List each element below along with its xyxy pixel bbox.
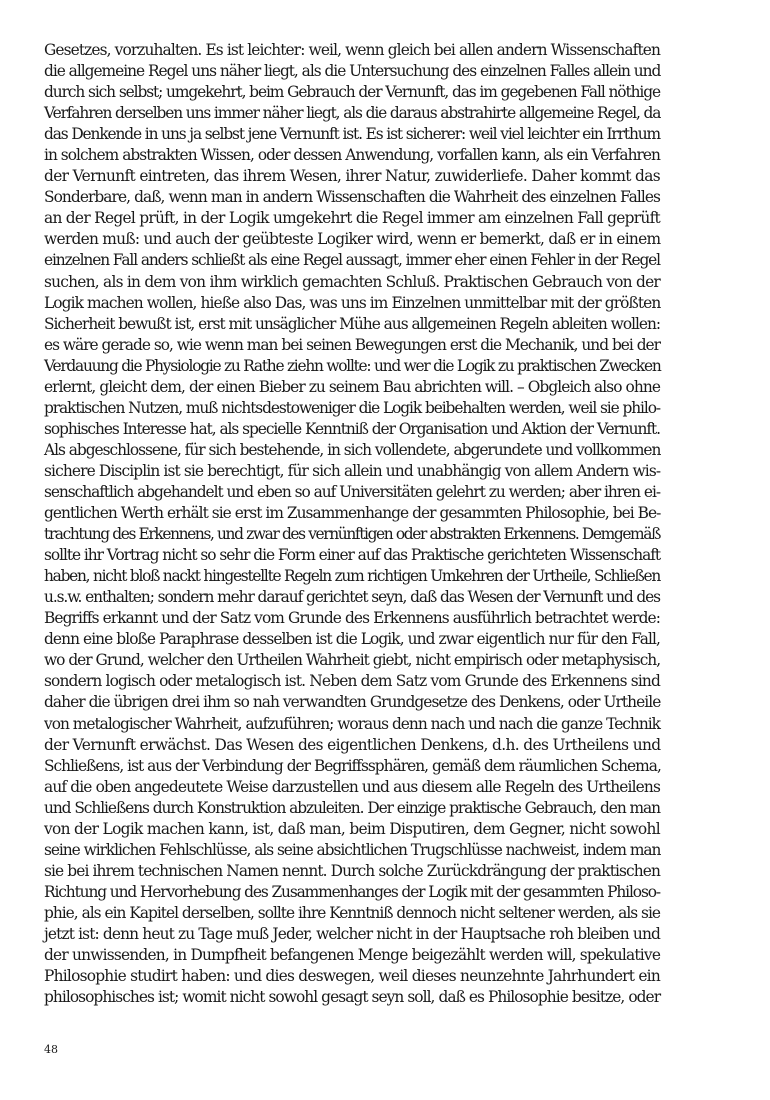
text-line: seine wirklichen Fehlschlüsse, als seine absichtlichen Trugschlüsse nachweist, indem man (44, 840, 661, 859)
text-line: Logik machen wollen, hieße also Das, was uns im Einzelnen unmittelbar mit der größten (44, 293, 661, 312)
text-line: von der Logik machen kann, ist, daß man, beim Disputiren, dem Gegner, nicht sowohl (44, 819, 660, 838)
text-line: der Vernunft erwächst. Das Wesen des eigentlichen Denkens, d.h. des Urtheilens und (44, 735, 661, 754)
text-line: u.s.w. enthalten; sondern mehr darauf gerichtet seyn, daß das Wesen der Vernunft und des (44, 588, 660, 607)
body-text (44, 40, 660, 1008)
text-line: der unwissenden, in Dumpfheit befangenen Menge beigezählt werden will, spekulative (44, 946, 661, 965)
text-line: wo der Grund, welcher den Urtheilen Wahrheit giebt, nicht empirisch oder metaphysisch, (44, 651, 661, 670)
text-line: sondern logisch oder metalogisch ist. Neben dem Satz vom Grunde des Erkennens sind (44, 672, 660, 691)
text-line: Sonderbare, daß, wenn man in andern Wissenschaften die Wahrheit des einzelnen Falles (44, 188, 660, 207)
text-line: philosophisches ist; womit nicht sowohl gesagt seyn soll, daß es Philosophie besitze, oder (44, 988, 661, 1007)
text-line: es wäre gerade so, wie wenn man bei seinen Bewegungen erst die Mechanik, und bei der (44, 335, 660, 354)
text-line: haben, nicht bloß nackt hingestellte Regeln zum richtigen Umkehren der Urtheile, Schließen (44, 567, 660, 586)
text-line: gentlichen Werth erhält sie erst im Zusammenhange der gesammten Philosophie, bei Be- (44, 504, 661, 523)
text-line: erlernt, gleicht dem, der einen Bieber zu seinem Bau abrichten will. – Obgleich also ohne (44, 377, 661, 396)
text-line: das Denkende in uns ja selbst jene Vernunft ist. Es ist sicherer: weil viel leichter ein Irrthum (44, 125, 660, 144)
text-line: und Schließens durch Konstruktion abzuleiten. Der einzige praktische Gebrauch, den man (44, 798, 660, 817)
text-line: von metalogischer Wahrheit, aufzuführen; woraus denn nach und nach die ganze Technik (44, 714, 660, 733)
text-line: trachtung des Erkennens, und zwar des vernünftigen oder abstrakten Erkennens. Demgemäß (44, 525, 660, 544)
text-line: auf die oben angedeutete Weise darzustellen und aus diesem alle Regeln des Urtheilens (44, 777, 660, 796)
text-line: denn eine bloße Paraphrase desselben ist die Logik, und zwar eigentlich nur für den Fall, (44, 630, 660, 649)
text-line: phie, als ein Kapitel derselben, sollte ihre Kenntniß dennoch nicht seltener werden, als sie (44, 903, 660, 922)
text-line: praktischen Nutzen, muß nichtsdestoweniger die Logik beibehalten werden, weil sie philo- (44, 398, 660, 417)
text-line: Begriffs erkannt und der Satz vom Grunde des Erkennens ausführlich betrachtet werde: (44, 609, 660, 628)
text-line: sophisches Interesse hat, als specielle Kenntniß der Organisation und Aktion der Vernunft. (44, 419, 660, 438)
text-line: die allgemeine Regel uns näher liegt, als die Untersuchung des einzelnen Falles allein und (44, 62, 661, 81)
text-line: an der Regel prüft, in der Logik umgekehrt die Regel immer am einzelnen Fall geprüft (44, 209, 660, 228)
text-line: Verfahren derselben uns immer näher liegt, als die daraus abstrahirte allgemeine Regel, da (44, 104, 661, 123)
text-line: Gesetzes, vorzuhalten. Es ist leichter: weil, wenn gleich bei allen andern Wissenschaften (44, 41, 660, 59)
text-line: Richtung und Hervorhebung des Zusammenhanges der Logik mit der gesammten Philoso- (44, 882, 660, 901)
text-line: Verdauung die Physiologie zu Rathe ziehn wollte: und wer die Logik zu praktischen Zwecken (44, 356, 661, 375)
text-line: Schließens, ist aus der Verbindung der Begriffssphären, gemäß dem räumlichen Schema, (44, 756, 661, 775)
text-line: Philosophie studirt haben: und dies deswegen, weil dieses neunzehnte Jahrhundert ein (44, 967, 660, 986)
text-line: sichere Disciplin ist sie berechtigt, für sich allein und unabhängig von allem Andern wis- (44, 461, 661, 480)
text-line: der Vernunft eintreten, das ihrem Wesen, ihrer Natur, zuwiderliefe. Daher kommt das (44, 167, 660, 186)
text-line: sie bei ihrem technischen Namen nennt. Durch solche Zurückdrängung der praktischen (44, 861, 661, 880)
text-line: suchen, als in dem von ihm wirklich gemachten Schluß. Praktischen Gebrauch von der (44, 272, 660, 291)
text-line: in solchem abstrakten Wissen, oder dessen Anwendung, vorfallen kann, als ein Verfahren (44, 146, 660, 165)
text-line: einzelnen Fall anders schließt als eine Regel aussagt, immer eher einen Fehler in der Regel (44, 251, 660, 270)
text-line: senschaftlich abgehandelt und eben so auf Universitäten gelehrt zu werden; aber ihren ei- (44, 482, 660, 501)
text-line: sollte ihr Vortrag nicht so sehr die Form einer auf das Praktische gerichteten Wissenschaft (44, 546, 660, 565)
text-line: Sicherheit bewußt ist, erst mit unsäglicher Mühe aus allgemeinen Regeln ableiten wollen: (44, 314, 661, 333)
text-line: durch sich selbst; umgekehrt, beim Gebrauch der Vernunft, das im gegebenen Fall nöthige (44, 83, 660, 102)
text-line: Als abgeschlossene, für sich bestehende, in sich vollendete, abgerundete und vollkommen (44, 440, 661, 459)
page-number: 48 (44, 1043, 58, 1056)
text-line: werden muß: und auch der geübteste Logiker wird, wenn er bemerkt, daß er in einem (44, 230, 661, 249)
text-line: jetzt ist: denn heut zu Tage muß Jeder, welcher nicht in der Hauptsache roh bleiben und (44, 924, 660, 943)
text-line: daher die übrigen drei ihm so nah verwandten Grundgesetze des Denkens, oder Urtheile (44, 693, 661, 712)
